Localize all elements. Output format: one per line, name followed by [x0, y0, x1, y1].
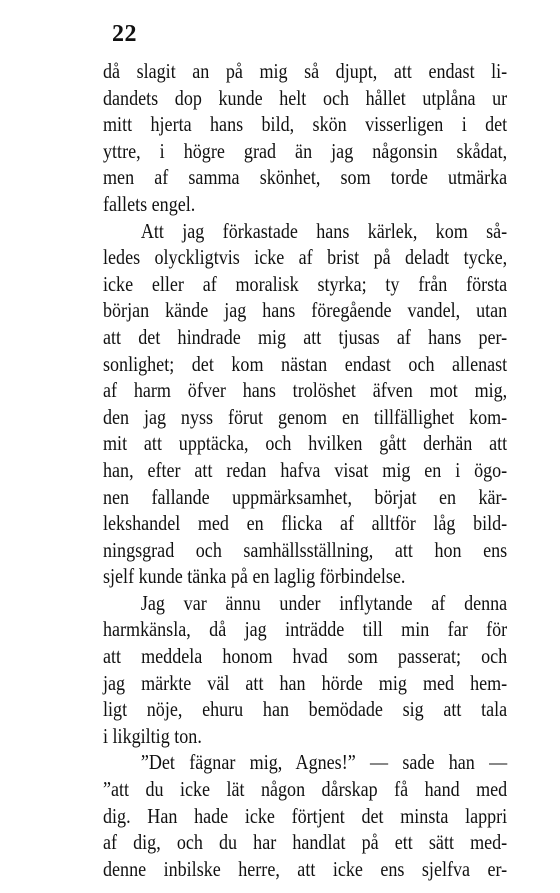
text-line: mit att upptäcka, och hvilken gått derhän att	[103, 431, 508, 456]
body-text	[103, 58, 508, 882]
text-line: då slagit an på mig så djupt, att endast li-	[103, 59, 508, 83]
text-line: den jag nyss förut genom en tillfällighet kom-	[103, 404, 508, 429]
text-line: han, efter att redan hafva visat mig en i ögo-	[103, 457, 508, 482]
text-line: att det hindrade mig att tjusas af hans per-	[103, 324, 508, 349]
text-line: början kände jag hans föregående vandel, utan	[103, 298, 508, 323]
text-line: sjelf kunde tänka på en laglig förbindelse.	[103, 564, 406, 589]
text-line: harmkänsla, då jag inträdde till min far för	[103, 617, 508, 642]
text-line: dig. Han hade icke förtjent det minsta lappri	[103, 803, 508, 828]
text-line: af harm öfver hans trolöshet äfven mot mig,	[103, 378, 508, 403]
text-line: lekshandel med en flicka af alltför låg bild-	[103, 511, 508, 536]
text-line: nen fallande uppmärksamhet, börjat en kär-	[103, 484, 508, 509]
text-line: att meddela honom hvad som passerat; och	[103, 644, 508, 669]
text-line: ledes olyckligtvis icke af brist på deladt tycke,	[103, 245, 508, 270]
text-line: ningsgrad och samhällsställning, att hon ens	[103, 537, 508, 562]
text-line: i likgiltig ton.	[103, 723, 202, 748]
text-line: sonlighet; det kom nästan endast och allenast	[103, 351, 508, 376]
text-line: Att jag förkastade hans kärlek, kom så-	[140, 218, 508, 243]
page-number: 22	[112, 21, 137, 47]
text-line: denne inbilske herre, att icke ens sjelfva er-	[103, 856, 508, 881]
text-line: icke eller af moralisk styrka; ty från första	[103, 271, 508, 296]
text-line: yttre, i högre grad än jag någonsin skådat,	[103, 138, 508, 163]
text-line: fallets engel.	[103, 191, 196, 216]
text-line: ”att du icke lät någon dårskap få hand med	[103, 777, 508, 802]
text-line: Jag var ännu under inflytande af denna	[140, 590, 508, 615]
text-line: men af samma skönhet, som torde utmärka	[103, 165, 508, 190]
text-line: jag märkte väl att han hörde mig med hem-	[103, 670, 508, 695]
text-line: ”Det fägnar mig, Agnes!” — sade han —	[140, 750, 508, 775]
text-line: ligt nöje, ehuru han bemödade sig att tala	[103, 697, 508, 722]
text-line: mitt hjerta hans bild, skön visserligen i det	[103, 112, 508, 137]
text-line: dandets dop kunde helt och hållet utplåna ur	[103, 85, 508, 110]
text-line: af dig, och du har handlat på ett sätt med-	[103, 830, 508, 855]
